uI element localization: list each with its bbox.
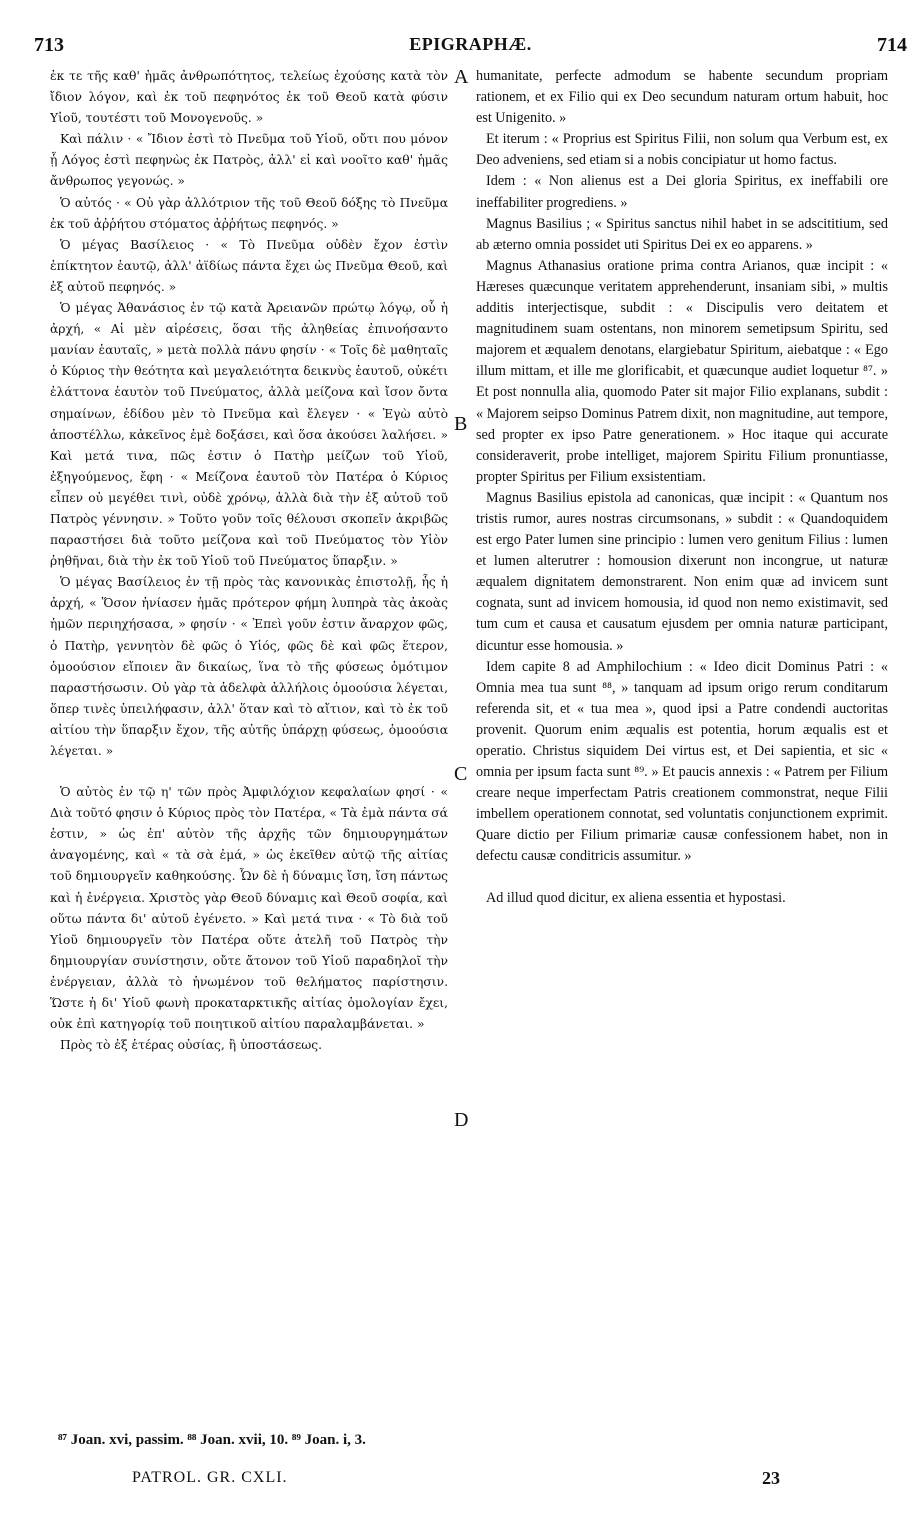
- latin-paragraph: Idem : « Non alienus est a Dei gloria Spiritus, ex ineffabili ore ineffabiliter progrediens. »: [476, 173, 888, 211]
- greek-paragraph: Ὁ αὐτός · « Οὐ γὰρ ἀλλότριον τῆς τοῦ Θεοῦ δόξης τὸ Πνεῦμα ἐκ τοῦ ἀῤῥήτου στόματος ἀῤῥήτως πεφηνός. »: [50, 195, 448, 231]
- page-header: [34, 34, 907, 64]
- latin-paragraph: Magnus Basilius epistola ad canonicas, quæ incipit : « Quantum nos tristis rumor, aures nostras circumsonans, » subdit : « Quandoquidem est ergo Pater lumen sine principio : lumen vero genitum Filius : lumen et lumen alterutrer : homousion dixerunt non incongrue, ut naturæ æqualem dignitatem demonstrarent. Non enim quæ ad invicem sunt cognata, sunt ad invicem homousia, id quod non nemo existimavit, sed tum cum et causa et causatum ejusdem per omnia naturæ participant, dicuntur esse homousia. »: [476, 489, 888, 654]
- latin-paragraph: humanitate, perfecte admodum se habente secundum propriam rationem, et ex Filio qui ex Deo secundum naturam ortum habuit, hoc est Unigenito. »: [476, 68, 888, 127]
- latin-paragraph: Magnus Athanasius oratione prima contra Arianos, quæ incipit : « Hæreses quæcunque veritatem apprehenderunt, insaniam sibi, » multis additis interjectisque, subdit : « Discipulis vero deitatem et magnitudinem suam ostentans, non minorem semetipsum Spiritu, sed majorem et æqualem denotans, elargiebatur Spiritum, aiebatque : « Ego illum mittam, et ille me glorificabit, et quæcunque audiet loquetur ⁸⁷. » Et post nonnulla alia, quomodo Pater sit major Filio explanans, subdit : « Majorem seipso Dominus Patrem dixit, non magnitudine, aut tempore, sed propter ex ipso Patre generationem. » Hoc itaque qui accurate consideraverit, probe intelliget, majorem Spiritu Filium pronuntiasse, propter Spiritus per Filium exsistentiam.: [476, 257, 888, 485]
- footnotes: ⁸⁷ Joan. xvi, passim. ⁸⁸ Joan. xvii, 10. ⁸⁹ Joan. i, 3.: [58, 1432, 366, 1448]
- latin-paragraph: Magnus Basilius ; « Spiritus sanctus nihil habet in se adscititium, sed ab æterno omnia possidet uti Spiritus Dei ex eo apparens. »: [476, 215, 888, 253]
- latin-paragraph: Idem capite 8 ad Amphilochium : « Ideo dicit Dominus Patri : « Omnia mea tua sunt ⁸⁸, » tanquam ad ipsum origo rerum conditarum referenda sit, et « tua mea », quod ipsi a Patre condendi auctoritas provenit. Quorum enim æqualis est potentia, horum æqualis est et operatio. Christus siquidem Dei virtus est, et Dei sapientia, et sic « omnia per ipsum facta sunt ⁸⁹. » Et paucis annexis : « Patrem per Filium creare neque imperfectam Patris creationem commonstrat, neque Filii imbellem operationem connotat, sed voluntatis conjunctionem exprimit. Quare dictio per Filium primariæ causæ confessionem habet, non in defectu causæ conditricis assumitur. »: [476, 658, 888, 865]
- latin-paragraph: Et iterum : « Proprius est Spiritus Filii, non solum qua Verbum est, ex Deo adveniens, sed etiam si a nobis concipiatur ut homo factus.: [476, 131, 888, 169]
- greek-paragraph: Ὁ μέγας Βασίλειος ἐν τῇ πρὸς τὰς κανονικὰς ἐπιστολῇ, ἧς ἡ ἀρχή, « Ὅσον ἠνίασεν ἡμᾶς πρότερον φήμη λυπηρὰ τὰς ἀκοὰς ἡμῶν περιηχήσασα, » φησίν · « Ἐπεὶ γοῦν ἐστιν ἄναρχον φῶς, ὁ Πατὴρ, γεννητὸν δὲ φῶς ὁ Υἱός, φῶς δὲ καὶ φῶς ἕτερον, ὁμοούσιον εἴποιεν ἂν δικαίως, ἵνα τὸ τῆς φύσεως ὁμότιμον παραστήσωσιν. Οὐ γὰρ τὰ ἀδελφὰ ἀλλήλοις ὁμοούσια λέγεται, ὅπερ τινὲς ὑπειλήφασιν, ἀλλ' ὅταν καὶ τὸ αἴτιον, καὶ τὸ ἐκ τοῦ αἰτίου τὴν ὕπαρξιν ἔχον, τῆς αὐτῆς ὑπάρχῃ φύσεως, ὁμοούσια λέγεται. »: [50, 575, 448, 758]
- greek-paragraph: Πρὸς τὸ ἐξ ἑτέρας οὐσίας, ἢ ὑποστάσεως.: [60, 1038, 323, 1053]
- greek-paragraph: ἐκ τε τῆς καθ' ἡμᾶς ἀνθρωπότητος, τελείως ἐχούσης κατὰ τὸν ἴδιον λόγον, καὶ ἐκ τοῦ πεφηνότος ἐκ τοῦ Θεοῦ κατὰ φύσιν Υἱοῦ, τουτέστι τοῦ Μονογενοῦς. »: [50, 69, 448, 126]
- running-title: EPIGRAPHÆ.: [409, 34, 532, 54]
- greek-column: [50, 66, 448, 1411]
- greek-paragraph: Ὁ μέγας Ἀθανάσιος ἐν τῷ κατὰ Ἀρειανῶν πρώτῳ λόγῳ, οὗ ἡ ἀρχή, « Αἱ μὲν αἱρέσεις, ὅσαι τῆς ἀληθείας ἐπινοήσαντο μανίαν ἑαυταῖς, » μετὰ πολλὰ πάνυ φησίν · « Τοῖς δὲ μαθηταῖς ὁ Κύριος τὴν θεότητα καὶ μεγαλειότητα δεικνὺς ἑαυτοῦ, οὐκέτι ἐλάττονα ἑαυτὸν τοῦ Πνεύματος, ἀλλὰ μείζονα καὶ ἴσον ὄντα σημαίνων, ἐδίδου μὲν τὸ Πνεῦμα καὶ ἔλεγεν · « Ἐγὼ αὐτὸ ἀποστέλλω, κἀκεῖνος ἐμὲ δοξάσει, καὶ ὅσα ἀκούσει λαλήσει. » Καὶ μετά τινα, πῶς ἐστιν ὁ Πατὴρ μείζων τοῦ Υἱοῦ, ἐξηγούμενος, ἔφη · « Μείζονα ἑαυτοῦ τὸν Πατέρα ὁ Κύριος εἶπεν οὐ μεγέθει τινὶ, οὐδὲ χρόνῳ, ἀλλὰ διὰ τὴν ἐξ αὐτοῦ τοῦ Πατρὸς γέννησιν. » Τοῦτο γοῦν τοῖς θέλουσι σκοπεῖν ἀκριβῶς παραστήσει διὰ τοῦτο μείζονα καὶ τοῦ Πνεύματος τὸν Υἱὸν ῥηθῆναι, διὰ τὴν ἐκ τοῦ Υἱοῦ τοῦ Πνεύματος ὕπαρξιν. »: [50, 301, 448, 569]
- margin-letter-a: A: [454, 66, 469, 88]
- page-number-right: 714: [877, 34, 907, 56]
- greek-paragraph: Ὁ μέγας Βασίλειος · « Τὸ Πνεῦμα οὐδὲν ἔχον ἐστὶν ἐπίκτητον ἑαυτῷ, ἀλλ' ἀϊδίως πάντα ἔχει ὡς Πνεῦμα Θεοῦ, καὶ ἐξ αὐτοῦ πεφηνός. »: [50, 237, 448, 294]
- margin-letter-c: C: [454, 763, 468, 785]
- latin-column: [476, 66, 888, 1411]
- greek-paragraph: Καὶ πάλιν · « Ἴδιον ἐστὶ τὸ Πνεῦμα τοῦ Υἱοῦ, οὔτι που μόνον ᾗ Λόγος ἐστὶ πεφηνὼς ἐκ Πατρὸς, ἀλλ' εἰ καὶ νοοῖτο καθ' ἡμᾶς ἄνθρωπος γεγονώς. »: [50, 132, 448, 189]
- page-number-left: 713: [34, 34, 64, 56]
- latin-paragraph: Ad illud quod dicitur, ex aliena essentia et hypostasi.: [486, 889, 786, 906]
- signature-number: 23: [762, 1468, 780, 1488]
- margin-letter-d: D: [454, 1109, 469, 1131]
- margin-letter-b: B: [454, 413, 468, 435]
- signature-mark: PATROL. GR. CXLI.: [132, 1469, 288, 1486]
- greek-paragraph: Ὁ αὐτὸς ἐν τῷ η' τῶν πρὸς Ἀμφιλόχιον κεφαλαίων φησί · « Διὰ τοῦτό φησιν ὁ Κύριος πρὸς τὸν Πατέρα, « Τὰ ἐμὰ πάντα σά ἐστιν, » ὡς ἐπ' αὐτὸν τῆς ἀρχῆς τῶν δημιουργημάτων ἀναγομένης, καὶ « τὰ σὰ ἐμά, » ὡς ἐκεῖθεν αὐτῷ τῆς αἰτίας τοῦ δημιουργεῖν καθηκούσης. Ὧν δὲ ἡ δύναμις ἴση, ἴση πάντως καὶ ἡ ἐνέργεια. Χριστὸς γὰρ Θεοῦ δύναμις καὶ Θεοῦ σοφία, καὶ οὕτω πάντα δι' αὐτοῦ ἐγένετο. » Καὶ μετά τινα · « Τὸ διὰ τοῦ Υἱοῦ δημιουργεῖν τὸν Πατέρα οὔτε ἀτελῆ τοῦ Πατρὸς τὴν δημιουργίαν συνίστησιν, οὔτε ἄτονον τοῦ Υἱοῦ παραδηλοῖ τὴν ἐνέργειαν, ἀλλὰ τὸ ἡνωμένον τοῦ θελήματος παρίστησιν. Ὥστε ἡ δι' Υἱοῦ φωνὴ προκαταρκτικῆς αἰτίας ὁμολογίαν ἔχει, οὐκ ἐπὶ κατηγορίᾳ τοῦ ποιητικοῦ αἰτίου παραλαμβάνεται. »: [50, 785, 448, 1032]
